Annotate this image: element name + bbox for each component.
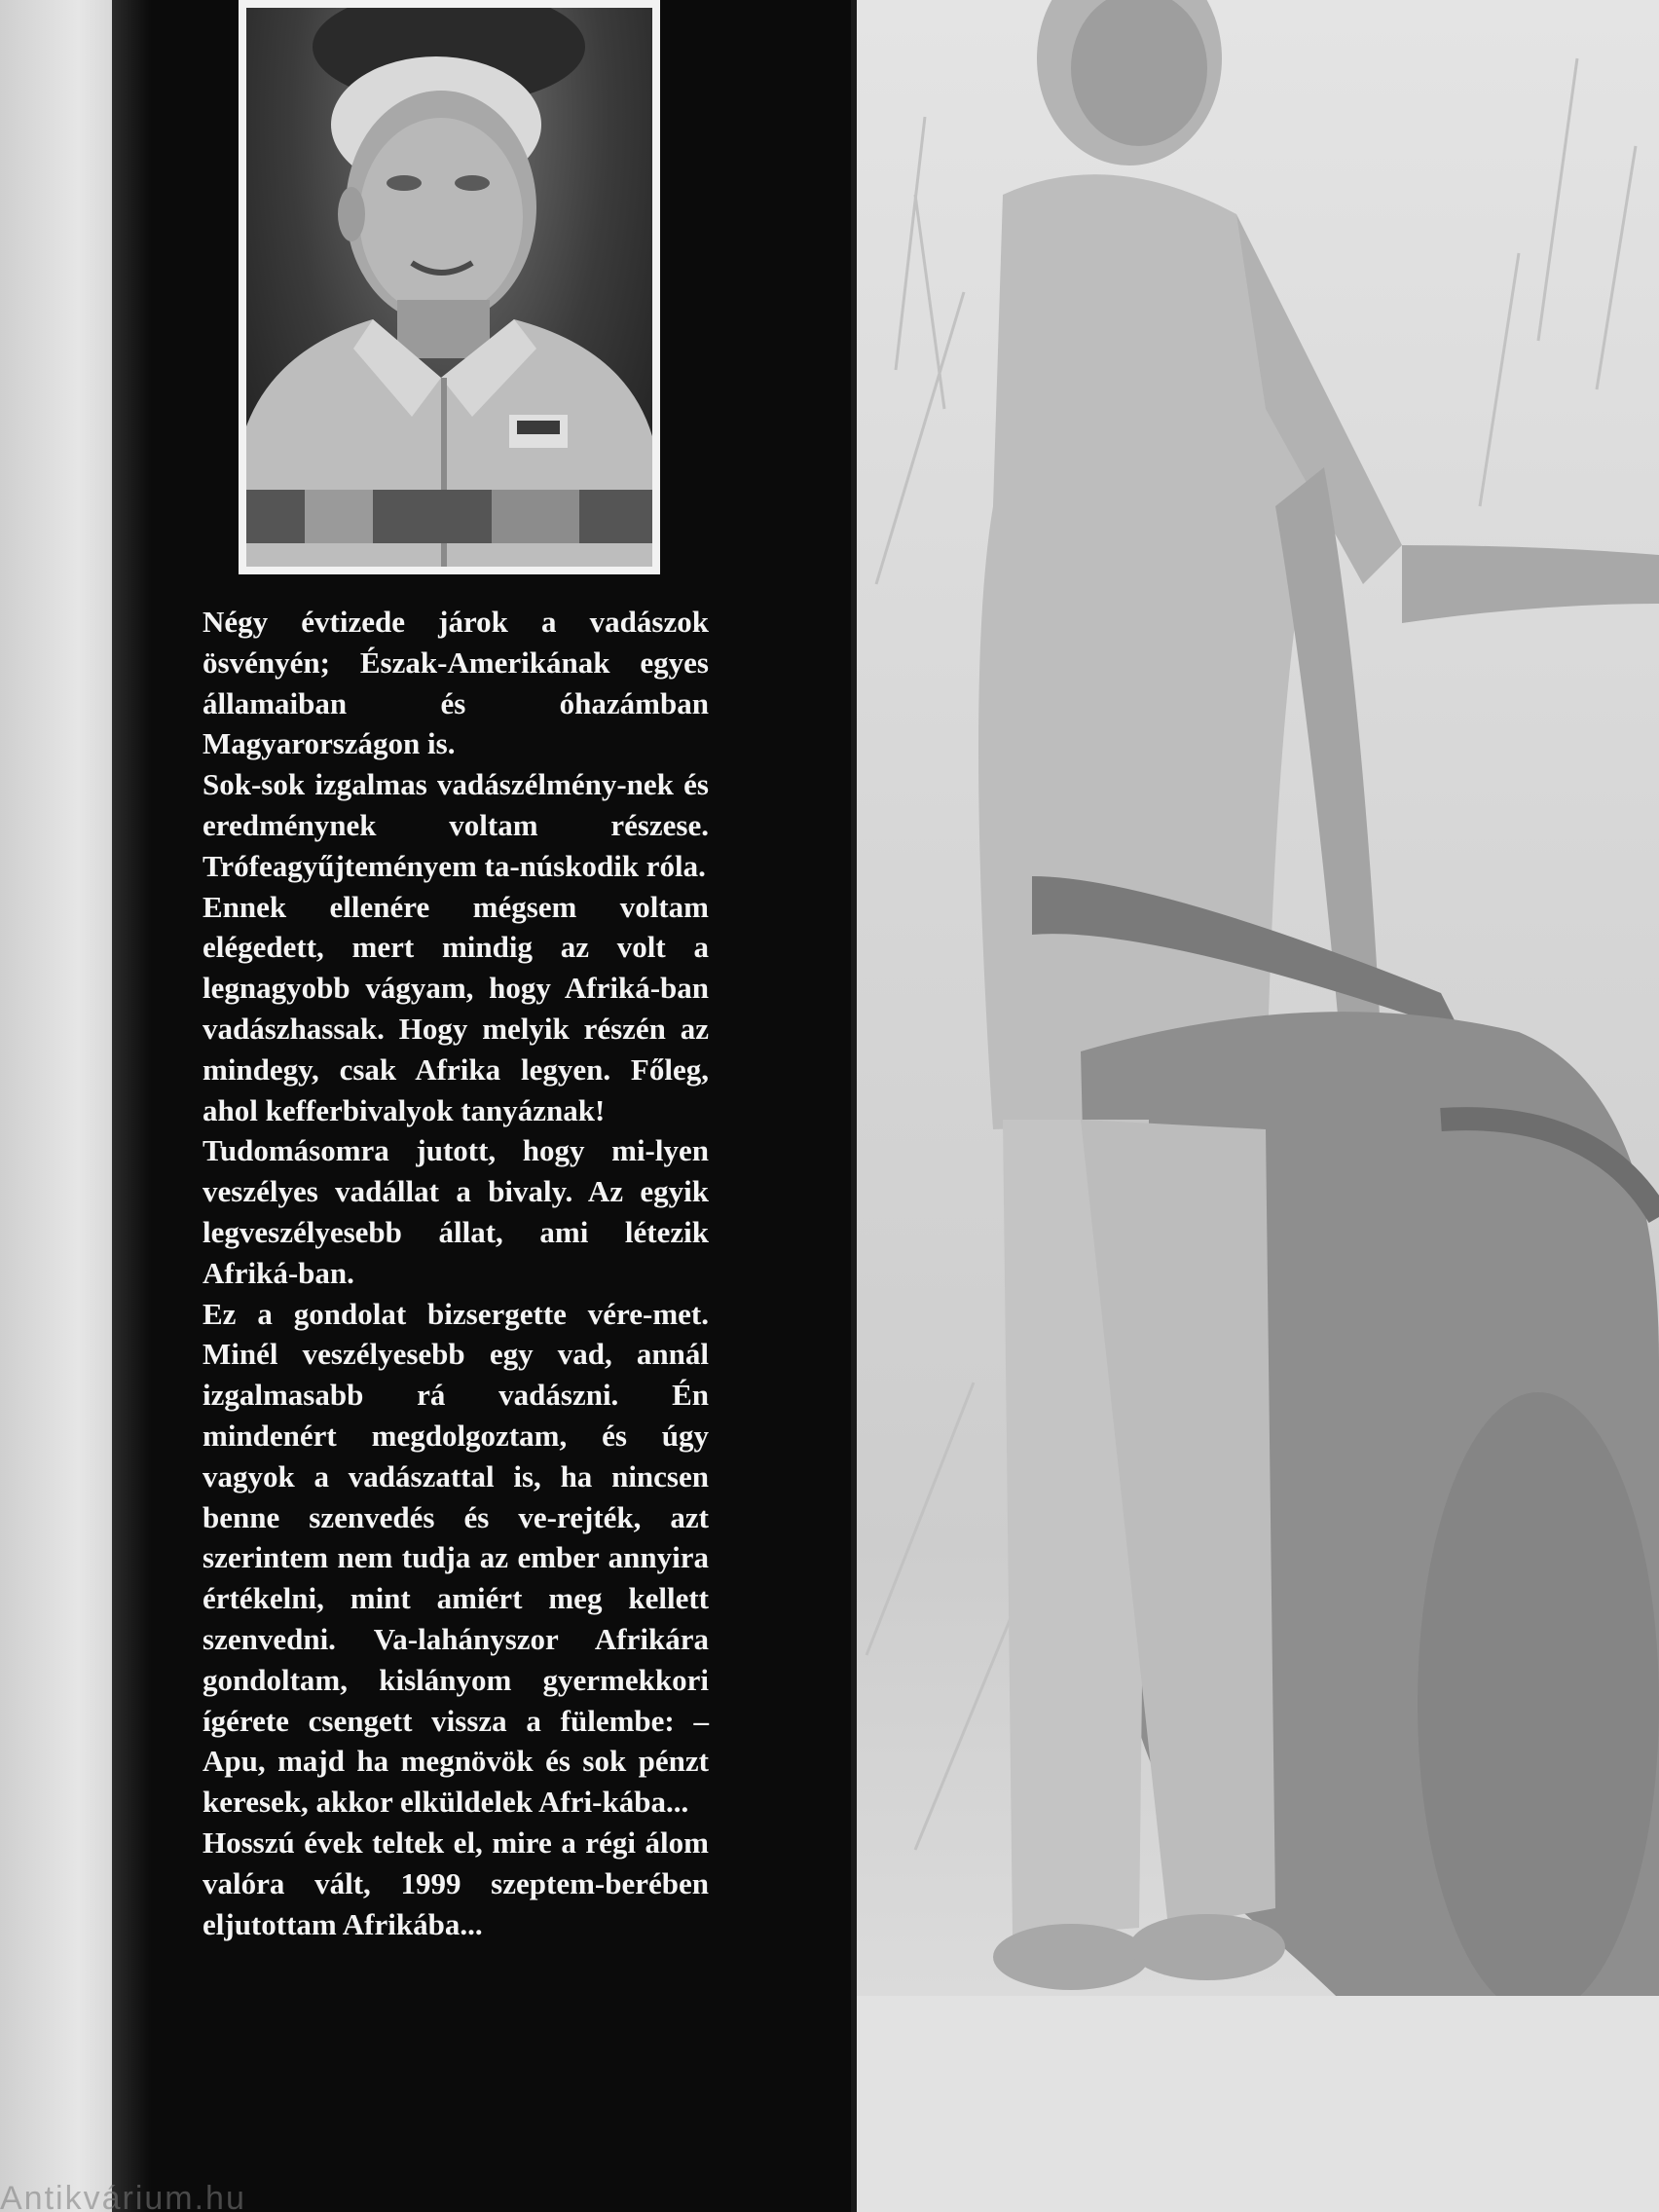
back-cover-blurb [203, 602, 709, 1944]
blurb-paragraph: Hosszú évek teltek el, mire a régi álom valóra vált, 1999 szeptem-berében eljutottam Afrikába... [203, 1825, 709, 1941]
blurb-paragraph: Ez a gondolat bizsergette vére-met. Minél veszélyesebb egy vad, annál izgalmasabb rá vadászni. Én mindenért megdolgoztam, és úgy vagyok a vadászattal is, ha nincsen benne szenvedés és ve-rejték, azt szerintem nem tudja az ember annyira értékelni, mint amiért meg kellett szenvedni. Va-lahányszor Afrikára gondoltam, kislányom gyermekkori ígérete csengett vissza a fülembe: – Apu, majd ha megnövök és sok pénzt keresek, akkor elküldelek Afri-kába... [203, 1296, 709, 1820]
hunter-background-photo [857, 0, 1659, 2212]
blurb-paragraph: Tudomásomra jutott, hogy mi-lyen veszélyes vadállat a bivaly. Az egyik legveszélyesebb állat, ami létezik Afriká-ban. [203, 1133, 709, 1290]
panel-shadow [112, 0, 151, 2212]
author-portrait-image [246, 8, 652, 567]
author-portrait-frame [239, 0, 660, 574]
hunter-photo-image [857, 0, 1659, 2212]
page-left-margin [0, 0, 112, 2212]
author-portrait [246, 8, 652, 567]
blurb-paragraph: Ennek ellenére mégsem voltam elégedett, mert mindig az volt a legnagyobb vágyam, hogy Afriká-ban vadászhassak. Hogy melyik részén az mindegy, csak Afrika legyen. Főleg, ahol kefferbivalyok tanyáznak! [203, 889, 709, 1127]
antikvarium-watermark: Antikvárium.hu [0, 2185, 246, 2212]
blurb-paragraph: Négy évtizede járok a vadászok ösvényén; Észak-Amerikának egyes államaiban és óhazámban Magyarországon is. [203, 605, 709, 761]
blurb-paragraph: Sok-sok izgalmas vadászélmény-nek és eredménynek voltam részese. Trófeagyűjteményem ta-núskodik róla. [203, 767, 709, 883]
